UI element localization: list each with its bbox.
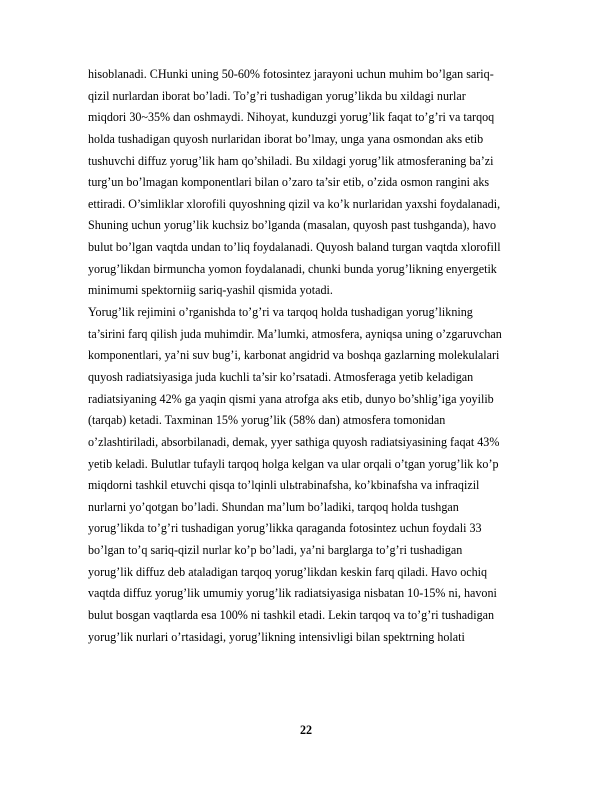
text-line: o’zlashtiriladi, absorbilanadi, demak, yyer sathiga quyosh radiatsiyasining faqat 43% — [88, 434, 500, 449]
text-line: miqdori 30~35% dan oshmaydi. Nihoyat, kunduzgi yorug’lik faqat to’g’ri va tarqoq — [88, 110, 495, 125]
text-line: bo’lgan to’q sariq-qizil nurlar ko’p bo’ladi, ya’ni barglarga to’g’ri tushadigan — [88, 543, 463, 558]
text-line: Shuning uchun yorug’lik kuchsiz bo’lganda (masalan, quyosh past tushganda), havo — [88, 218, 497, 233]
text-line: yorug’lik nurlari o’rtasidagi, yorug’likning intensivligi bilan spektrning holati — [88, 629, 465, 644]
text-line: miqdorni tashkil etuvchi qisqa to’lqinli ulьtrabinafsha, ko’kbinafsha va infraqizil — [88, 478, 480, 493]
text-line: holda tushadigan quyosh nurlaridan iborat bo’lmay, unga yana osmondan aks etib — [88, 131, 484, 146]
text-line: yorug’likdan birmuncha yomon foydalanadi, chunki bunda yorug’likning enyergetik — [88, 261, 497, 276]
text-line: bulut bosgan vaqtlarda esa 100% ni tashkil etadi. Lekin tarqoq va to’g’ri tushadigan — [88, 608, 495, 623]
text-line: komponentlari, ya’ni suv bug’i, karbonat angidrid va boshqa gazlarning molekulalari — [88, 348, 500, 363]
text-line: tushuvchi diffuz yorug’lik ham qo’shiladi. Bu xildagi yorug’lik atmosferaning ba’zi — [88, 153, 494, 168]
text-line: vaqtda diffuz yorug’lik umumiy yorug’lik radiatsiyasiga nisbatan 10-15% ni, havoni — [88, 586, 497, 601]
text-line: hisoblanadi. CHunki uning 50-60% fotosintez jarayoni uchun muhim bo’lgan sariq- — [88, 67, 494, 81]
text-line: yorug’likda to’g’ri tushadigan yorug’likka qaraganda fotosintez uchun foydali 33 — [88, 521, 482, 536]
text-line: ta’sirini farq qilish juda muhimdir. Ma’lumki, atmosfera, ayniqsa uning o’zgaruvchan — [88, 326, 502, 341]
text-line: turg’un bo’lmagan komponentlari bilan o’zaro ta’sir etib, o’zida osmon rangini aks — [88, 175, 490, 190]
text-line: quyosh radiatsiyasiga juda kuchli ta’sir ko’rsatadi. Atmosferaga yetib keladigan — [88, 369, 474, 384]
text-line: minimumi spektorniig sariq-yashil qismida yotadi. — [88, 283, 333, 298]
text-line: yetib keladi. Bulutlar tufayli tarqoq holga kelgan va ular orqali o’tgan yorug’lik ko’p — [88, 456, 499, 471]
page-number: 22 — [299, 723, 313, 737]
text-line: ettiradi. O’simliklar xlorofili quyoshning qizil va ko’k nurlaridan yaxshi foydalanadi, — [88, 196, 501, 211]
text-line: radiatsiyaning 42% ga yaqin qismi yana atrofga aks etib, dunyo bo’shlig’iga yoyilib — [88, 391, 494, 406]
text-line: (tarqab) ketadi. Taxminan 15% yorug’lik (58% dan) atmosfera tomonidan — [88, 413, 446, 428]
text-line: yorug’lik diffuz deb ataladigan tarqoq yorug’likdan keskin farq qiladi. Havo ochiq — [88, 564, 488, 579]
text-line: bulut bo’lgan vaqtda undan to’liq foydalanadi. Quyosh baland turgan vaqtda xlorofill — [88, 240, 501, 255]
text-line: Yorug’lik rejimini o’rganishda to’g’ri va tarqoq holda tushadigan yorug’likning — [88, 305, 473, 320]
text-line: qizil nurlardan iborat bo’ladi. To’g’ri tushadigan yorug’likda bu xildagi nurlar — [88, 88, 466, 103]
body-text — [88, 64, 576, 648]
text-line: nurlarni yo’qotgan bo’ladi. Shundan ma’lum bo’ladiki, tarqoq holda tushgan — [88, 499, 459, 514]
